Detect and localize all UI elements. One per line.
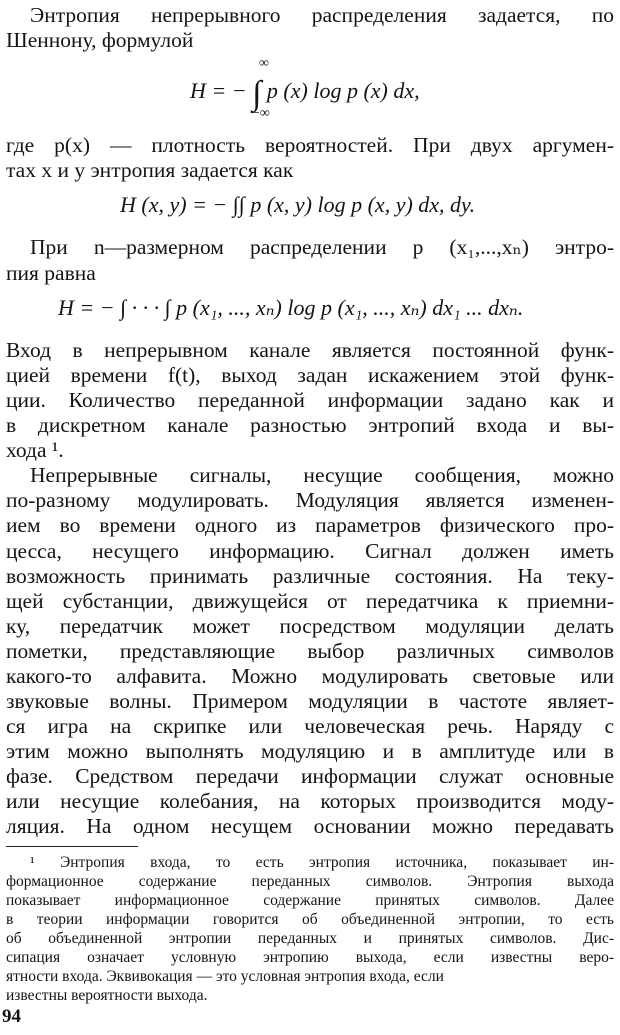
footnote-line: сипация означает условную энтропию выхода, если известны веро- (6, 949, 614, 966)
paragraph-2-line-2: тах x и y энтропия задается как (6, 158, 294, 183)
footnote-separator (6, 846, 138, 847)
entropy-formula-3: H = − ∫ · · · ∫ p (x₁, ..., xₙ) log p (x₁, ..., xₙ) dx₁ ... dxₙ. (58, 295, 524, 321)
paragraph-1-line-1: Энтропия непрерывного распределения задается, по (30, 2, 614, 27)
paragraph-5-line: фазе. Средством передачи информации служат основные (6, 764, 614, 789)
paragraph-4-line: в дискретном канале разностью энтропий входа и вы- (6, 413, 614, 438)
paragraph-5-line: какого-то алфавита. Можно модулировать световые или (6, 663, 614, 688)
formula-1-lhs: H = − (190, 78, 247, 104)
entropy-formula-1 (190, 75, 420, 113)
paragraph-5-line: ляция. На одном несущем основании можно передавать (6, 814, 614, 839)
footnote-line: об объединенной энтропии переданных и принятых символов. Дис- (6, 930, 614, 947)
paragraph-5-line: ку, передатчик может посредством модуляции делать (6, 613, 614, 638)
page-number: 94 (2, 1006, 21, 1027)
entropy-formula-2: H (x, y) = − ∫∫ p (x, y) log p (x, y) dx, dy. (120, 192, 476, 218)
paragraph-5-line: ием во времени одного из параметров физического про- (6, 513, 614, 538)
formula-1-upper-limit: ∞ (259, 55, 269, 71)
paragraph-5-line: возможность принимать различные состояния. На теку- (6, 563, 614, 588)
paragraph-4-line: ции. Количество переданной информации задано как и (6, 387, 614, 412)
paragraph-3-line-1: При n—размерном распределении p (x₁,...,xₙ) энтро- (30, 235, 614, 260)
formula-1-lower-limit: −∞ (252, 106, 270, 122)
paragraph-5-line: цесса, несущего информацию. Сигнал должен иметь (6, 538, 614, 563)
footnote-line: формационное содержание переданных символов. Энтропия выхода (6, 873, 614, 890)
paragraph-5-line: пометки, представляющие выбор различных символов (6, 638, 614, 663)
paragraph-4-line: Вход в непрерывном канале является постоянной функ- (6, 337, 614, 362)
integral-sign: ∫ (252, 75, 262, 113)
footnote-line: показывает информационное содержание принятых символов. Далее (6, 892, 614, 909)
paragraph-5-line: ся игра на скрипке или человеческая речь. Наряду с (6, 714, 614, 739)
paragraph-5-line: или несущие колебания, на которых производится моду- (6, 789, 614, 814)
paragraph-1-line-2: Шеннону, формулой (6, 28, 194, 53)
paragraph-5-line: Непрерывные сигналы, несущие сообщения, можно (30, 463, 614, 488)
paragraph-5-line: щей субстанции, движущейся от передатчика к приемни- (6, 588, 614, 613)
footnote-line: ятности входа. Эквивокация — это условная энтропия входа, если (6, 968, 444, 985)
footnote-line: в теории информации говорится об объединенной энтропии, то есть (6, 911, 614, 928)
paragraph-4-line: хода ¹. (6, 438, 64, 463)
paragraph-3-line-2: пия равна (6, 260, 96, 285)
paragraph-2-line-1: где p(x) — плотность вероятностей. При двух аргумен- (6, 133, 614, 158)
formula-1-body: p (x) log p (x) dx, (266, 78, 420, 104)
paragraph-5-line: этим можно выполнять модуляцию и в амплитуде или в (6, 739, 614, 764)
paragraph-5-line: по-разному модулировать. Модуляция является изменен- (6, 488, 614, 513)
paragraph-5-line: звуковые волны. Примером модуляции в частоте являет- (6, 689, 614, 714)
paragraph-4-line: цией времени f(t), выход задан искажением этой функ- (6, 362, 614, 387)
footnote-line: известны вероятности выхода. (6, 987, 208, 1004)
footnote-line: ¹ Энтропия входа, то есть энтропия источника, показывает ин- (30, 854, 614, 871)
